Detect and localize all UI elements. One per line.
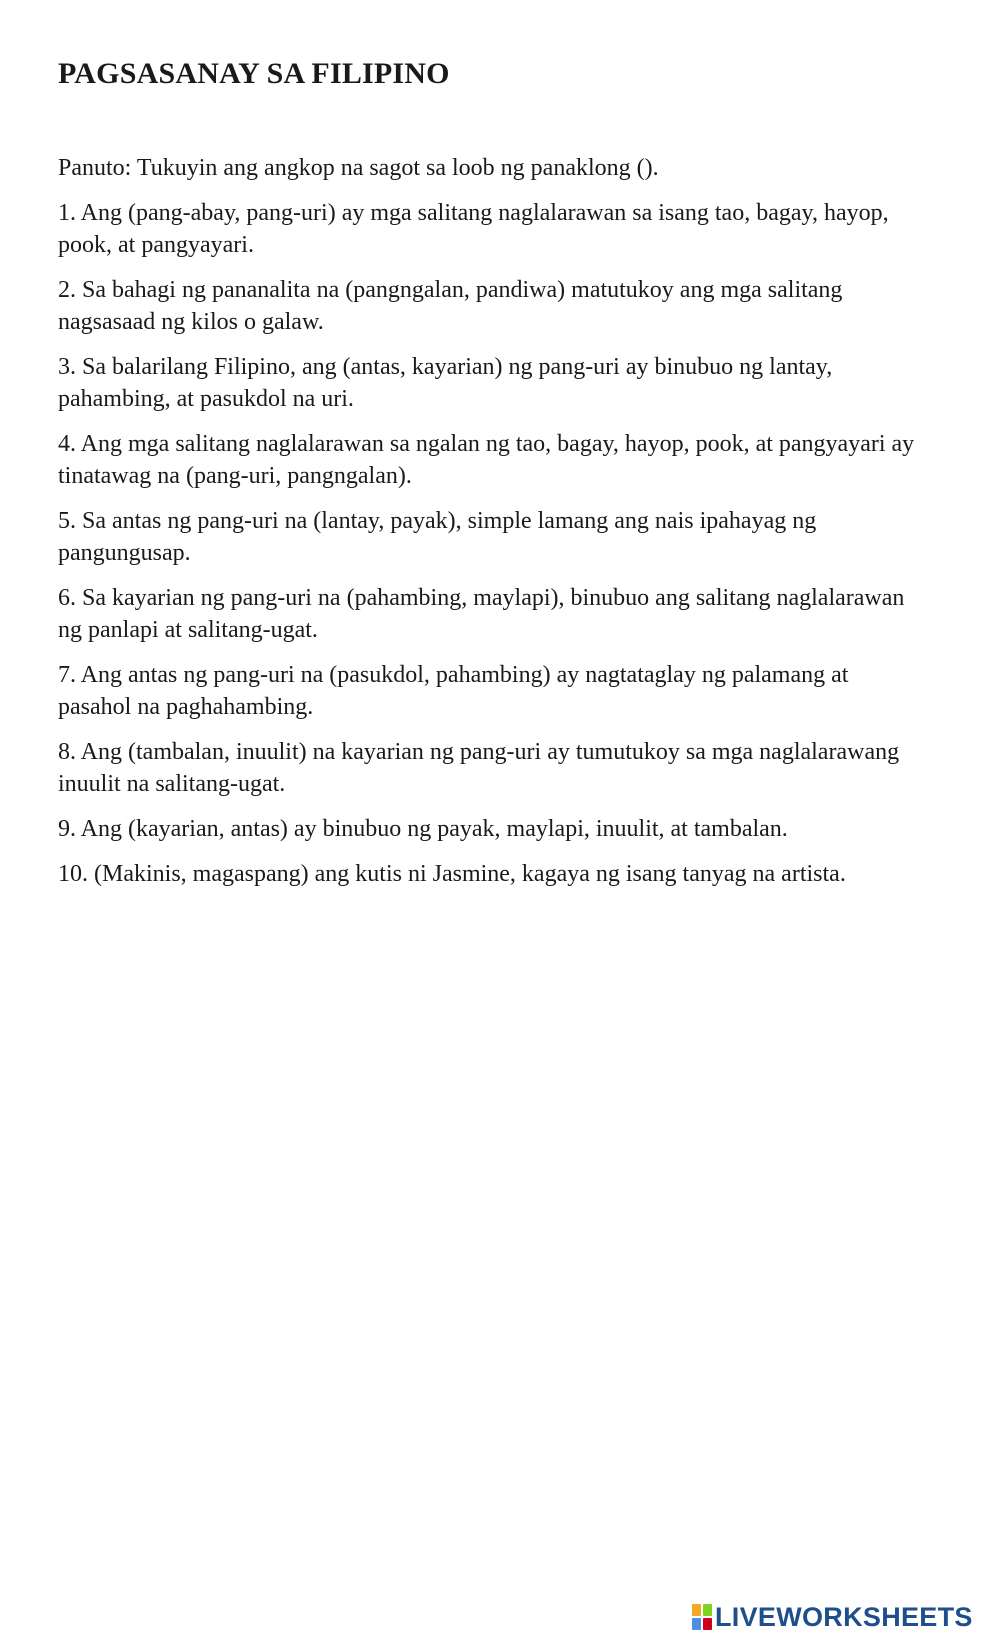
- question-5: 5. Sa antas ng pang-uri na (lantay, payak), simple lamang ang nais ipahayag ng pangungusap.: [58, 508, 817, 566]
- instruction-text: Panuto: Tukuyin ang angkop na sagot sa loob ng panaklong ().: [58, 155, 659, 181]
- question-9: 9. Ang (kayarian, antas) ay binubuo ng payak, maylapi, inuulit, at tambalan.: [58, 816, 788, 842]
- question-3: 3. Sa balarilang Filipino, ang (antas, kayarian) ng pang-uri ay binubuo ng lantay, pahambing, at pasukdol na uri.: [58, 354, 833, 412]
- question-10: 10. (Makinis, magaspang) ang kutis ni Jasmine, kagaya ng isang tanyag na artista.: [58, 861, 846, 887]
- question-1: 1. Ang (pang-abay, pang-uri) ay mga salitang naglalarawan sa isang tao, bagay, hayop, pook, at pangyayari.: [58, 200, 889, 258]
- liveworksheets-logo: [692, 1602, 973, 1632]
- question-7: 7. Ang antas ng pang-uri na (pasukdol, pahambing) ay nagtataglay ng palamang at pasahol na paghahambing.: [58, 662, 849, 720]
- question-2: 2. Sa bahagi ng pananalita na (pangngalan, pandiwa) matutukoy ang mga salitang nagsasaad ng kilos o galaw.: [58, 277, 843, 335]
- question-4: 4. Ang mga salitang naglalarawan sa ngalan ng tao, bagay, hayop, pook, at pangyayari ay tinatawag na (pang-uri, pangngalan).: [58, 431, 915, 489]
- page-title: PAGSASANAY SA FILIPINO: [58, 57, 450, 90]
- question-6: 6. Sa kayarian ng pang-uri na (pahambing, maylapi), binubuo ang salitang naglalarawan ng panlapi at salitang-ugat.: [58, 585, 905, 643]
- question-8: 8. Ang (tambalan, inuulit) na kayarian ng pang-uri ay tumutukoy sa mga naglalarawang inuulit na salitang-ugat.: [58, 739, 900, 797]
- worksheet-content: [58, 152, 918, 903]
- logo-text: LIVEWORKSHEETS: [715, 1601, 973, 1632]
- liveworksheets-logo-icon: [692, 1604, 712, 1630]
